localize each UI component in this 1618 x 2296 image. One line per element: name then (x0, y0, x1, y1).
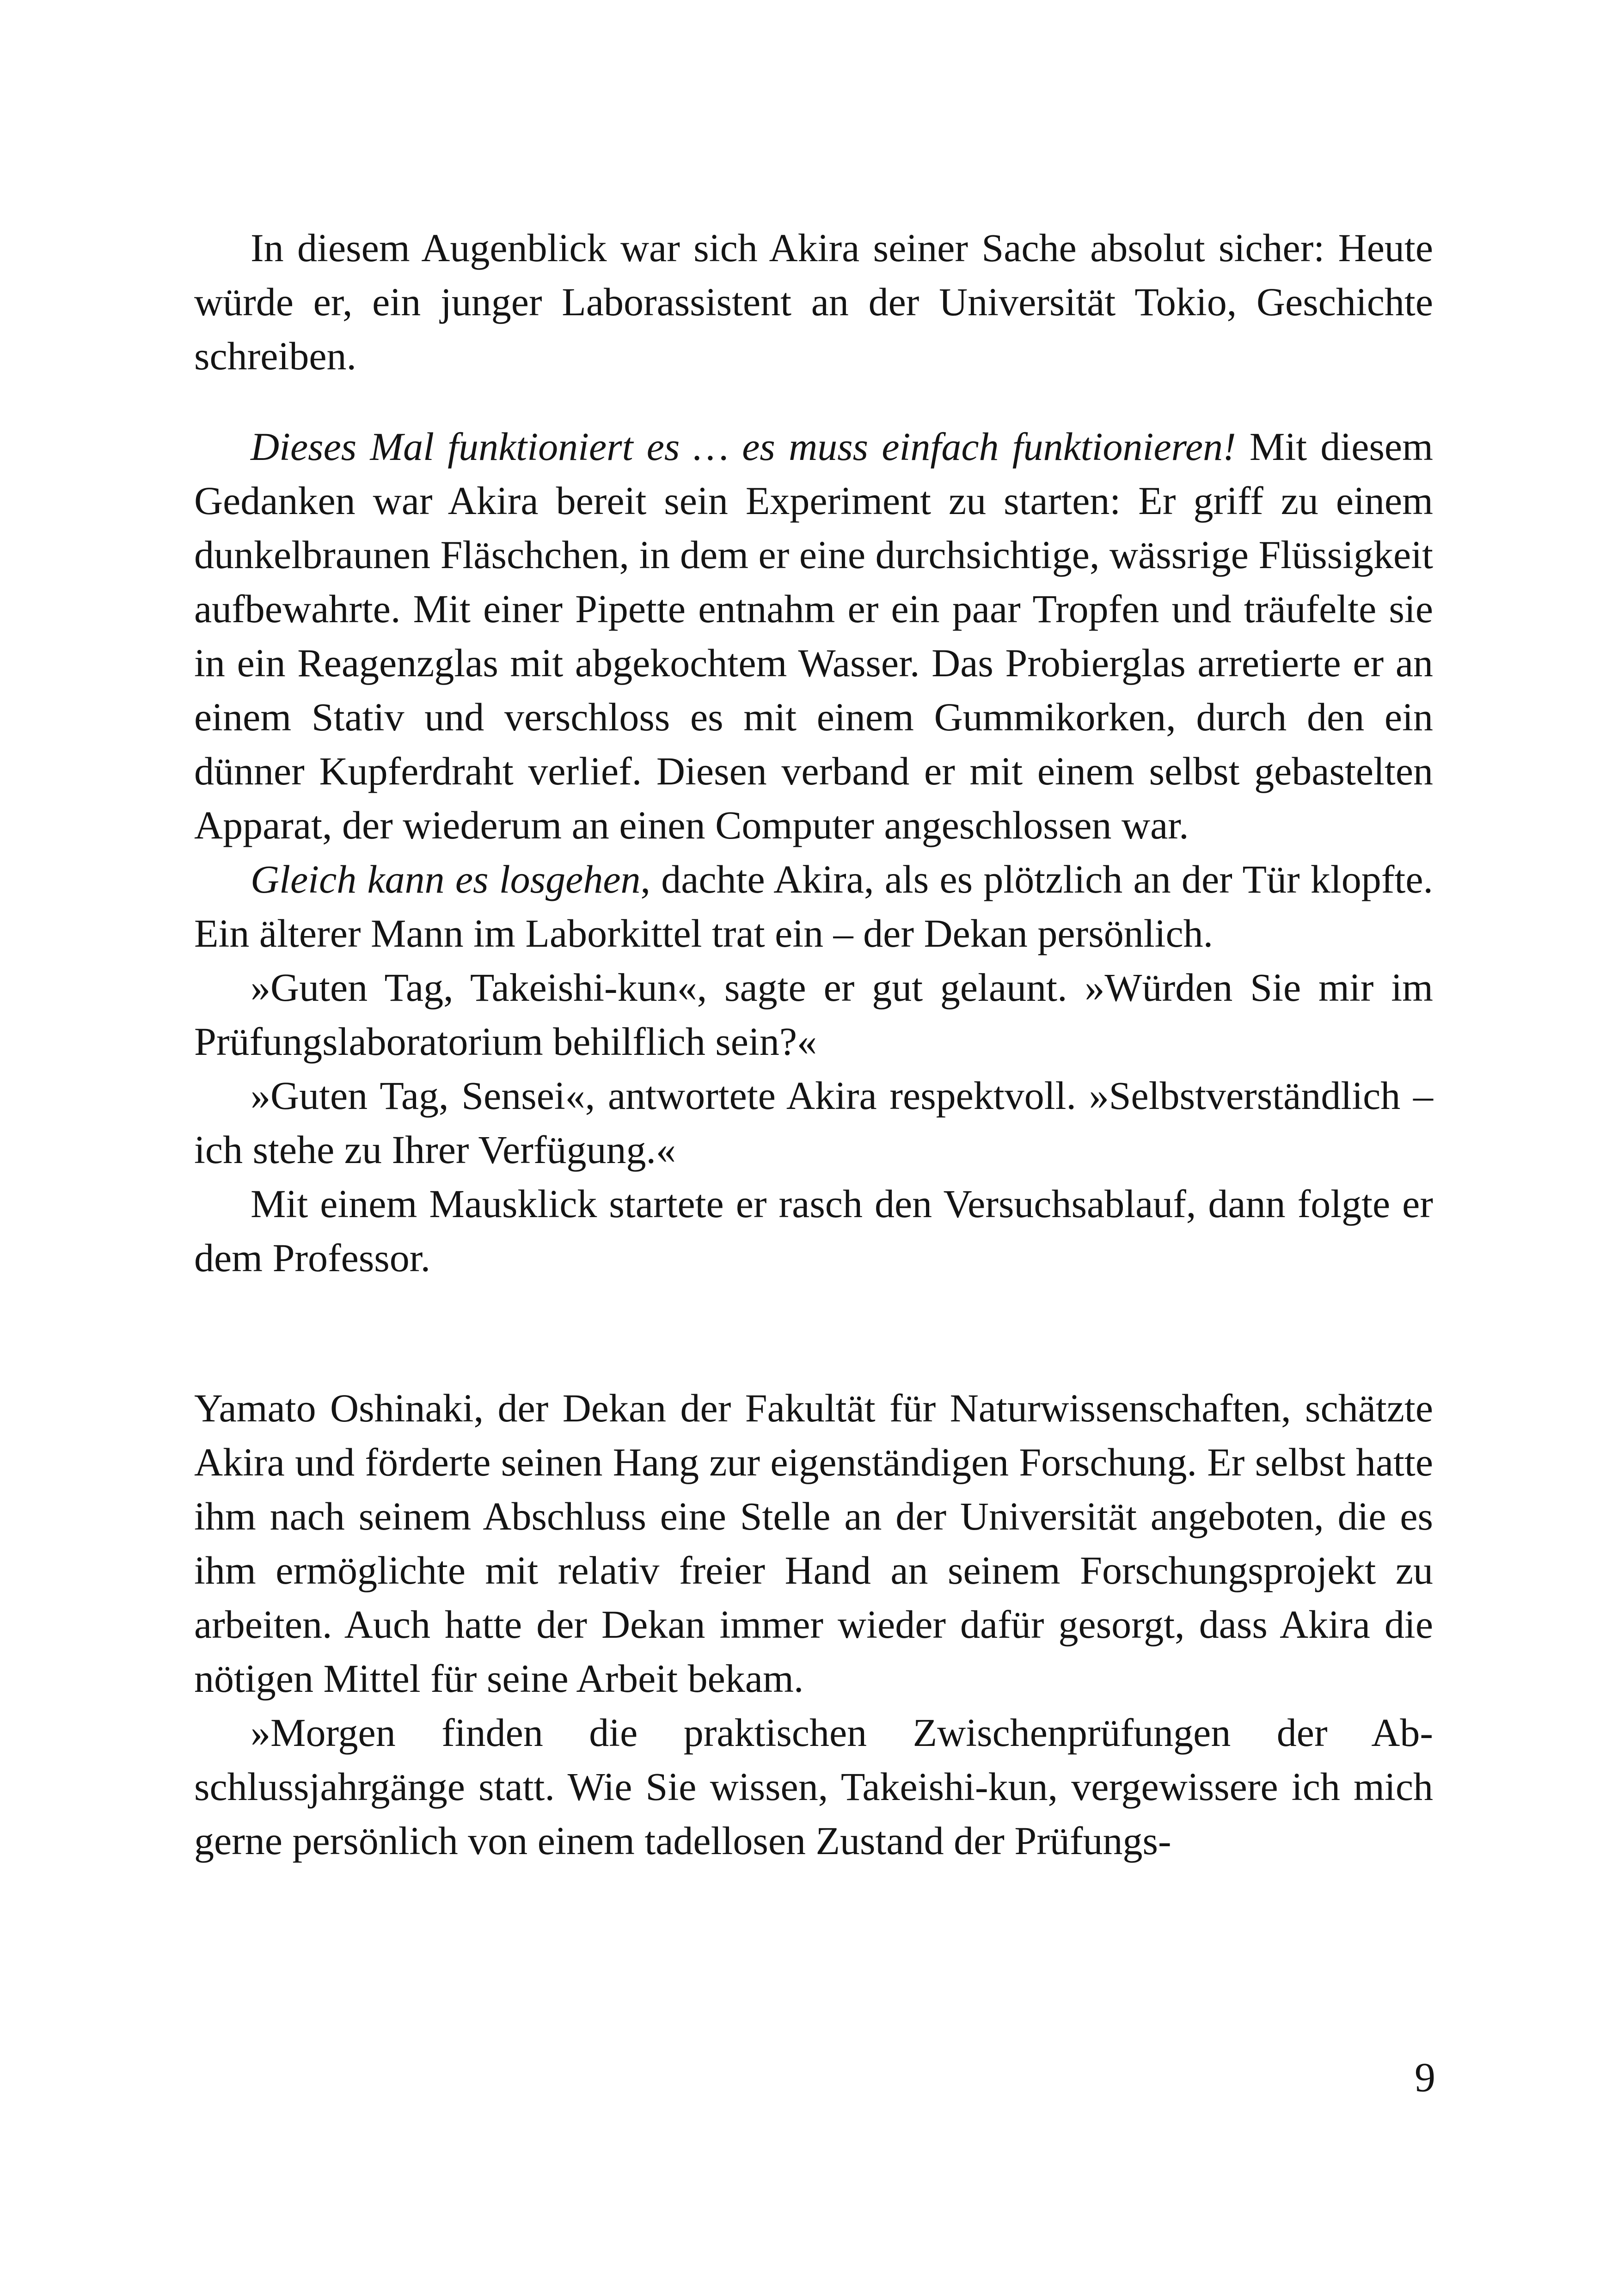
paragraph: »Morgen finden die praktischen Zwischenprüfungen der Abschlussjahrgänge statt. Wie Sie wissen, Takeishi-kun, vergewissere ich mich gerne persönlich von einem tadellosen Zustand der Prüfungs- (194, 1710, 1433, 1863)
paragraph: »Guten Tag, Takeishi-kun«, sagte er gut gelaunt. »Würden Sie mir im Prüfungslaboratorium behilflich sein?« (194, 965, 1433, 1064)
italic-thought: Dieses Mal funktioniert es … es muss einfach funktionieren! (251, 424, 1236, 469)
paragraph: Mit einem Mausklick startete er rasch den Versuchsablauf, dann folgte er dem Professor. (194, 1182, 1433, 1280)
paragraph (194, 420, 1433, 852)
paragraph (194, 852, 1433, 961)
section-dean (194, 1381, 1433, 1868)
paragraph: »Guten Tag, Sensei«, antwortete Akira respektvoll. »Selbstverständlich – ich stehe zu Ihrer Verfügung.« (194, 1073, 1433, 1172)
page-number: 9 (1415, 2055, 1435, 2100)
section-opening (194, 221, 1433, 383)
paragraph-text: Mit diesem Gedanken war Akira bereit sein Experiment zu starten: Er griff zu einem dunkelbraunen Fläschchen, in dem er eine durchsichtige, wässrige Flüssigkeit aufbewahrte. Mit einer Pipette entnahm er ein paar Tropfen und träufelte sie in ein Reagenzglas mit abgekochtem Wasser. Das Probierglas arretierte er an einem Stativ und verschloss es mit einem Gummikorken, durch den ein dünner Kupferdraht verlief. Diesen verband er mit einem selbst gebastelten Apparat, der wiederum an einen Computer angeschlossen war. (194, 424, 1433, 847)
paragraph-text: , dachte Akira, als es plötzlich an der Tür klopfte. Ein älterer Mann im Laborkittel trat ein – der Dekan persönlich. (194, 857, 1433, 955)
paragraph: Yamato Oshinaki, der Dekan der Fakultät für Naturwissenschaften, schätzte Akira und förderte seinen Hang zur eigenständigen Forschung. Er selbst hatte ihm nach seinem Abschluss eine Stelle an der Universität angeboten, die es ihm ermöglichte mit relativ freier Hand an seinem Forschungsprojekt zu arbeiten. Auch hatte der Dekan immer wieder dafür gesorgt, dass Akira die nötigen Mittel für seine Arbeit bekam. (194, 1386, 1433, 1701)
paragraph: In diesem Augenblick war sich Akira seiner Sache absolut sicher: Heute würde er, ein junger Laborassistent an der Universität Tokio, Geschichte schreiben. (194, 226, 1433, 378)
italic-thought: Gleich kann es losgehen (251, 857, 641, 901)
section-experiment (194, 420, 1433, 1285)
